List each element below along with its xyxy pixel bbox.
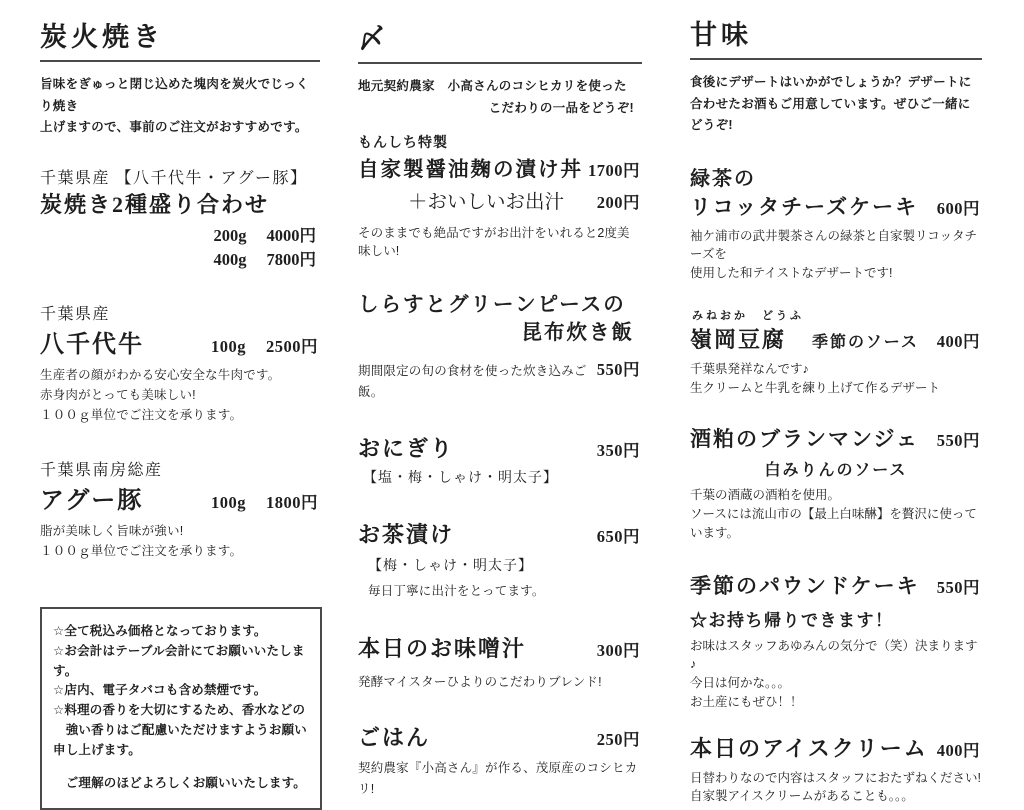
desc-line: 千葉県発祥なんです♪ — [690, 361, 809, 376]
item-subtitle: 白みりんのソース — [764, 462, 908, 480]
item-origin: 千葉県南房総産 — [40, 461, 163, 479]
item-price-options — [40, 224, 320, 272]
item-name-row — [358, 721, 642, 752]
desc-line: ソースには流山市の【最上白味醂】を贅沢に使っています。 — [690, 507, 977, 540]
desc-line: お土産にもぜひ！！ — [690, 694, 803, 709]
intro-line: 食後にデザートはいかがでしょうか？デザートに — [690, 75, 972, 90]
item-price: 4000円 — [266, 226, 316, 246]
menu-item-kombu-rice — [358, 292, 642, 402]
item-name-row — [358, 632, 642, 663]
item-description — [690, 769, 982, 807]
item-name: お茶漬け — [358, 521, 455, 547]
section-charcoal-grill — [40, 22, 320, 810]
item-description: 毎日丁寧に出汁をとってます。 — [368, 583, 545, 598]
note-line: ☆全て税込み価格となっております。 — [53, 624, 267, 639]
section-intro — [690, 72, 982, 137]
menu-item-pound-cake — [690, 570, 982, 712]
item-name-line: 緑茶の — [690, 167, 756, 190]
item-name: おにぎり — [358, 435, 455, 461]
section-intro — [358, 76, 642, 119]
item-subtitle: 季節のソース — [812, 333, 919, 351]
menu-item-rice — [358, 721, 642, 799]
desc-line: 袖ケ浦市の武井製茶さんの緑茶と自家製リコッタチーズを — [690, 228, 978, 262]
weight: 200g — [213, 226, 247, 246]
item-name: 本日のお味噌汁 — [358, 636, 527, 662]
note-line: ☆店内、電子タバコも含め禁煙です。 — [53, 683, 267, 698]
desc-line: 脂が美味しく旨味が強い! — [40, 523, 184, 538]
item-name: 八千代牛 — [40, 331, 144, 358]
item-origin: 千葉県産 — [40, 305, 111, 323]
item-price: 550円 — [936, 431, 980, 451]
note-line: 強い香りはご配慮いただけますようお願い申し上げます。 — [53, 722, 308, 757]
item-price: 1700円 — [588, 161, 640, 181]
item-takeaway-note: ☆お持ち帰りできます！ — [690, 610, 894, 630]
desc-line: 千葉の酒蔵の酒粕を使用。 — [690, 488, 841, 503]
menu-item-grill-platter — [40, 165, 320, 272]
item-price: 550円 — [596, 360, 640, 380]
menu-item-sakekasu-blancmange — [690, 423, 982, 542]
item-tag: もんしち特製 — [358, 134, 448, 151]
note-line: ☆お会計はテーブル会計にてお願いいたします。 — [53, 643, 305, 678]
desc-line: お味はスタッフあゆみんの気分で（笑）決まります♪ — [690, 638, 978, 672]
intro-line: 合わせたお酒もご用意しています。ぜひご一緒にどうぞ! — [690, 96, 971, 133]
intro-line: こだわりの一品をどうぞ! — [488, 100, 634, 115]
item-name: ごはん — [358, 725, 431, 751]
menu-item-ricotta-cheesecake — [690, 162, 982, 283]
desc-line: 日替わりなので内容はスタッフにおたずねください! — [690, 770, 981, 785]
addon-price: 200円 — [596, 193, 640, 213]
item-name: 本日のアイスクリーム — [690, 735, 928, 761]
item-name-row — [690, 191, 982, 221]
section-title-sweets: 甘味 — [690, 20, 982, 60]
item-price: 400円 — [936, 331, 980, 351]
item-price: 1800円 — [266, 492, 318, 512]
item-variants: 【梅・しゃけ・明太子】 — [368, 556, 533, 573]
item-description — [690, 227, 982, 283]
item-price: 650円 — [596, 526, 640, 546]
item-name: 炭焼き2種盛り合わせ — [40, 191, 270, 217]
item-description — [690, 486, 982, 542]
desc-line: 使用した和テイストなデザートです! — [690, 266, 893, 281]
item-price: 300円 — [596, 641, 640, 661]
price-option — [40, 248, 316, 272]
note-line: ☆料理の香りを大切にするため、香水などの — [53, 703, 306, 718]
item-description — [690, 360, 982, 398]
item-name: アグー豚 — [40, 487, 144, 514]
item-name-line: しらすとグリーンピースの — [358, 294, 626, 317]
item-price-group — [211, 333, 320, 357]
menu-item-onigiri — [358, 432, 642, 487]
intro-line: 旨味をぎゅっと閉じ込めた塊肉を炭火でじっくり焼き — [40, 77, 309, 113]
menu-item-yachiyo-beef — [40, 301, 320, 426]
desc-line: 生クリームと牛乳を練り上げて作るデザート — [690, 380, 941, 395]
menu-item-chazuke — [358, 518, 642, 601]
item-name-row — [40, 480, 320, 515]
menu-item-miso-soup — [358, 632, 642, 692]
weight: 400g — [213, 250, 247, 270]
desc-line: 今日は何かな。。。 — [690, 676, 791, 691]
item-name: リコッタチーズケーキ — [690, 194, 919, 219]
desc-line: １００ｇ単位でご注文を承ります。 — [40, 408, 243, 423]
item-name-row — [690, 570, 982, 600]
item-name: 酒粕のブランマンジェ — [690, 427, 920, 452]
item-name-row — [358, 152, 642, 182]
item-name: 季節のパウンドケーキ — [690, 573, 920, 598]
item-price: 2500円 — [266, 336, 318, 356]
item-origin: 千葉県産 【八千代牛・アグー豚】 — [40, 169, 308, 187]
item-price: 550円 — [936, 577, 980, 597]
desc-line: １００ｇ単位でご注文を承ります。 — [40, 543, 243, 558]
item-price: 350円 — [596, 440, 640, 460]
section-sweets — [690, 20, 982, 806]
item-addon-row — [358, 186, 642, 214]
item-price-group — [211, 489, 320, 513]
item-name: 自家製醤油麹の漬け丼 — [358, 159, 583, 182]
intro-line: 上げますので、事前のご注文がおすすめです。 — [40, 120, 308, 135]
item-name: 嶺岡豆腐 — [690, 326, 787, 352]
item-name-row — [690, 423, 982, 453]
house-notes-box — [40, 607, 322, 810]
item-price: 400円 — [936, 740, 980, 760]
item-price: 600円 — [936, 198, 980, 218]
item-description — [40, 521, 320, 562]
menu-item-mineoka-tofu — [690, 307, 982, 398]
weight: 100g — [211, 336, 246, 356]
item-variants: 【塩・梅・しゃけ・明太子】 — [363, 468, 558, 485]
item-price: 7800円 — [266, 250, 316, 270]
item-name-row — [40, 324, 320, 359]
addon-name: ＋おいしいお出汁 — [408, 191, 565, 214]
item-name-row — [358, 518, 642, 549]
note-closing-line: ご理解のほどよろしくお願いいたします。 — [53, 776, 307, 791]
desc-line: 自家製アイスクリームがあることも。。。 — [690, 789, 914, 804]
menu-item-ice-cream — [690, 732, 982, 807]
weight: 100g — [211, 492, 246, 512]
item-description: 発酵マイスターひよりのこだわりブレンド! — [358, 675, 602, 690]
item-description — [690, 637, 982, 712]
section-title-shime: 〆 — [358, 24, 642, 64]
desc-line: 赤身肉がとっても美味しい! — [40, 388, 196, 403]
item-description: 期間限定の旬の食材を使った炊き込みご飯。 — [358, 364, 587, 399]
item-desc-price-row — [358, 356, 642, 402]
section-title-charcoal-grill: 炭火焼き — [40, 22, 320, 62]
item-furigana: みねおか どうふ — [692, 309, 804, 322]
item-description: そのままでも絶品ですがお出汁をいれると2度美味しい! — [358, 226, 630, 259]
item-name-row — [358, 432, 642, 463]
menu-item-soy-koji-donburi — [358, 132, 642, 259]
section-intro — [40, 74, 320, 139]
item-price: 250円 — [596, 730, 640, 750]
intro-line: 地元契約農家 小高さんのコシヒカリを使った — [358, 79, 627, 94]
item-description: 契約農家『小高さん』が作る、茂原産のコシヒカリ! — [358, 761, 638, 796]
item-name-row — [690, 732, 982, 763]
price-option — [40, 224, 316, 248]
item-description — [40, 365, 320, 426]
item-name-line: 昆布炊き飯 — [521, 321, 634, 344]
menu-item-agu-pork — [40, 457, 320, 562]
item-name-row — [690, 323, 982, 354]
section-shime — [358, 24, 642, 799]
desc-line: 生産者の顔がわかる安心安全な牛肉です。 — [40, 367, 281, 382]
